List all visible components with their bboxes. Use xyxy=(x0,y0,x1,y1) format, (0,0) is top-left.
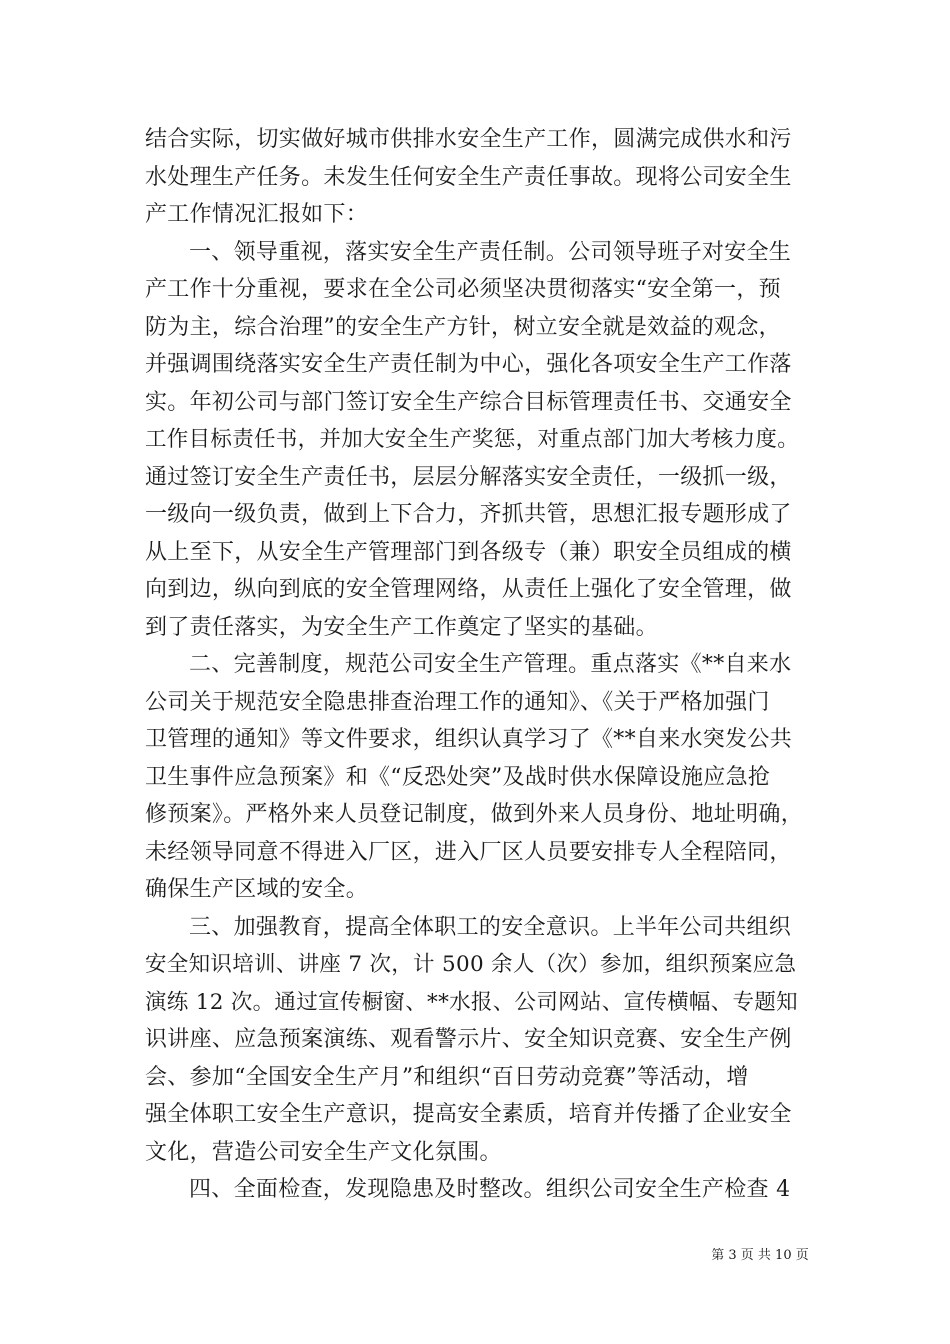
text-line: 修预案》。严格外来人员登记制度，做到外来人员身份、地址明确， xyxy=(145,802,804,827)
text-line: 会、参加“全国安全生产月”和组织“百日劳动竞赛”等活动，增 xyxy=(145,1064,749,1090)
text-line: 三、加强教育，提高全体职工的安全意识。上半年公司共组织 xyxy=(189,914,792,940)
text-line: 实。年初公司与部门签订安全生产综合目标管理责任书、交通安全 xyxy=(145,389,792,415)
text-line: 四、全面检查，发现隐患及时整改。组织公司安全生产检查 4 xyxy=(189,1177,791,1202)
paragraph xyxy=(145,234,809,647)
text-line: 产工作情况汇报如下： xyxy=(145,202,369,227)
text-line: 工作目标责任书，并加大安全生产奖惩，对重点部门加大考核力度。 xyxy=(145,427,800,452)
text-line: 通过签订安全生产责任书，层层分解落实安全责任，一级抓一级， xyxy=(145,464,792,490)
paragraph xyxy=(145,121,809,234)
document-body xyxy=(145,121,809,1209)
text-line: 从上至下，从安全生产管理部门到各级专（兼）职安全员组成的横 xyxy=(145,539,792,565)
paragraph xyxy=(145,1171,809,1209)
text-line: 安全知识培训、讲座 7 次，计 500 余人（次）参加，组织预案应急 xyxy=(145,952,797,977)
text-line: 防为主，综合治理”的安全生产方针，树立安全就是效益的观念， xyxy=(145,314,781,340)
text-line: 产工作十分重视，要求在全公司必须坚决贯彻落实“安全第一，预 xyxy=(145,277,781,302)
text-line: 卫生事件应急预案》和《“反恐处突”及战时供水保障设施应急抢 xyxy=(145,764,771,790)
page-number-footer: 第 3 页 共 10 页 xyxy=(711,1248,809,1263)
text-line: 未经领导同意不得进入厂区，进入厂区人员要安排专人全程陪同， xyxy=(145,839,792,865)
text-line: 二、完善制度，规范公司安全生产管理。重点落实《**自来水 xyxy=(189,652,792,677)
text-line: 强全体职工安全生产意识，提高安全素质，培育并传播了企业安全 xyxy=(145,1102,792,1127)
text-line: 结合实际，切实做好城市供排水安全生产工作，圆满完成供水和污 xyxy=(145,127,792,152)
text-line: 并强调围绕落实安全生产责任制为中心，强化各项安全生产工作落 xyxy=(145,352,792,377)
text-line: 公司关于规范安全隐患排查治理工作的通知》、《关于严格加强门 xyxy=(145,689,770,715)
text-line: 一级向一级负责，做到上下合力，齐抓共管，思想汇报专题形成了 xyxy=(145,502,792,527)
text-line: 到了责任落实，为安全生产工作奠定了坚实的基础。 xyxy=(145,614,658,640)
paragraph xyxy=(145,909,809,1172)
text-line: 水处理生产任务。未发生任何安全生产责任事故。现将公司安全生 xyxy=(145,164,792,190)
text-line: 卫管理的通知》等文件要求，组织认真学习了《**自来水突发公共 xyxy=(145,727,793,752)
text-line: 识讲座、应急预案演练、观看警示片、安全知识竞赛、安全生产例 xyxy=(145,1027,792,1052)
text-line: 一、领导重视，落实安全生产责任制。公司领导班子对安全生 xyxy=(189,239,792,265)
paragraph xyxy=(145,646,809,909)
text-line: 文化，营造公司安全生产文化氛围。 xyxy=(145,1139,502,1165)
text-line: 确保生产区域的安全。 xyxy=(145,877,369,902)
text-line: 演练 12 次。通过宣传橱窗、**水报、公司网站、宣传横幅、专题知 xyxy=(145,989,798,1015)
text-line: 向到边，纵向到底的安全管理网络，从责任上强化了安全管理，做 xyxy=(145,577,792,602)
